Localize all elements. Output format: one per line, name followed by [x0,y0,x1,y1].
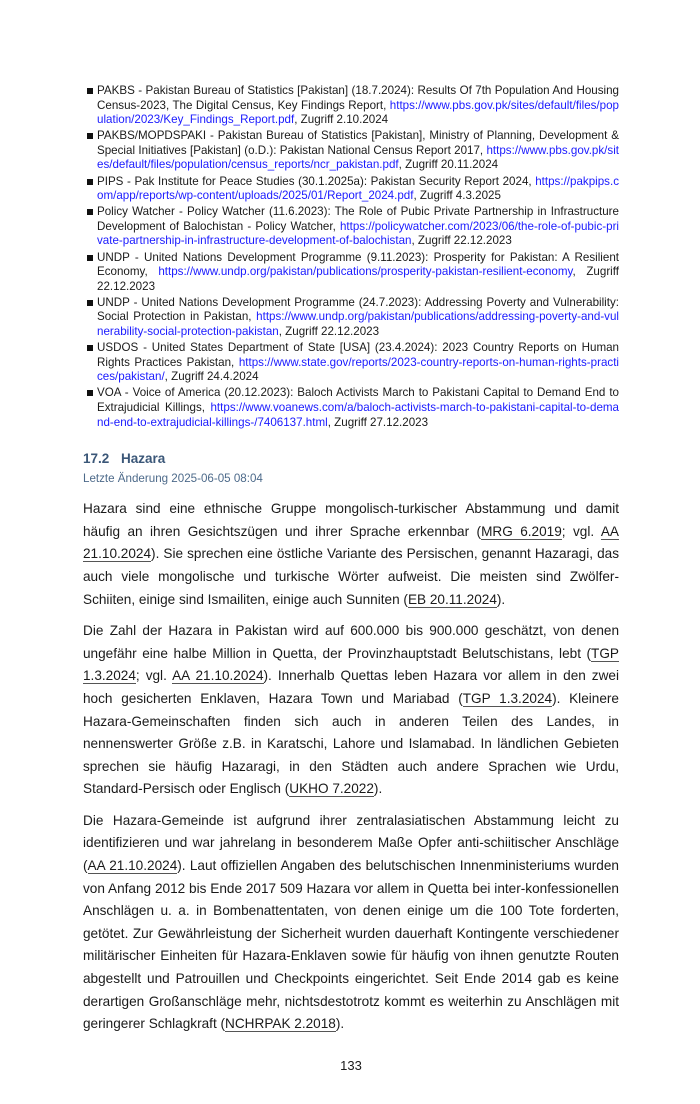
reference-text: VOA - Voice of America (20.12.2023): Baloch Activists March to Pakistani Capital to Demand End to Extrajudicial Killings, [97,386,619,414]
paragraph-text: ; vgl. [561,523,601,539]
reference-text: USDOS - United States Department of State [USA] (23.4.2024): 2023 Country Reports on Human Rights Practices Pakistan, [97,341,619,369]
paragraph-text: ). [373,781,383,797]
paragraph-text: Die Hazara-Gemeinde ist aufgrund ihrer zentralasiatischen Abstammung leicht zu identifizieren und war jahrelang in besonderem Maße Opfer anti-schiitischer Anschläge ( [83,812,619,874]
reference-link[interactable]: https://www.state.gov/reports/2023-country-reports-on-human-rights-practices/pakistan/ [97,355,619,384]
reference-access-date: , Zugriff 22.12.2023 [411,234,512,248]
reference-access-date: , Zugriff 2.10.2024 [294,113,389,127]
reference-link[interactable]: https://www.pbs.gov.pk/sites/default/files/population/2023/Key_Findings_Report.pdf [97,98,619,127]
reference-access-date: , Zugriff 20.11.2024 [398,158,499,172]
bullet-icon [87,179,93,185]
reference-text: UNDP - United Nations Development Programme (24.7.2023): Addressing Poverty and Vulnerability: Social Protection in Pakistan, [97,295,619,324]
reference-list [97,84,619,430]
reference-item [97,341,619,385]
reference-access-date: , Zugriff 27.12.2023 [327,415,429,429]
bullet-icon [87,300,93,306]
reference-access-date: , Zugriff 24.4.2024 [164,370,259,384]
reference-item [97,251,619,295]
reference-link[interactable]: https://policywatcher.com/2023/06/the-role-of-pubic-private-partnership-in-infrastructure-development-of-balochistan [97,219,619,248]
paragraph-text: ). Innerhalb Quettas leben Hazara vor allem in den zwei hoch gesicherten Enklaven, Hazara Town und Mariabad ( [83,668,620,706]
reference-item [97,84,619,128]
reference-item [97,386,619,430]
citation-link[interactable]: AA 21.10.2024 [172,668,264,684]
paragraph-text: ). Laut offiziellen Angaben des belutschischen Innenministeriums wurden von Anfang 2012 bis Ende 2017 509 Hazara vor allem in Quetta bei inter-konfessionellen Anschlägen u. a. in Bombenattentaten, von denen einige um die 100 Tote forderten, getötet. Zur Gewährleistung der Sicherheit wurden dauerhaft Kontingente verschiedener militärischer Einheiten für Hazara-Enklaven sowie für häufig von ihnen genutzte Routen abgestellt und Patrouillen und Checkpoints eingerichtet. Seit Ende 2014 gab es keine derartigen Großanschläge mehr, nichtsdestotrotz kommt es weiterhin zu Anschlägen mit geringerer Schlagkraft ( [83,858,619,1032]
reference-access-date: , Zugriff 4.3.2025 [413,189,501,203]
citation-link[interactable]: UKHO 7.2022 [289,781,374,797]
citation-link[interactable]: TGP 1.3.2024 [83,645,619,684]
bullet-icon [87,255,93,261]
reference-link[interactable]: https://www.voanews.com/a/baloch-activists-march-to-pakistani-capital-to-demand-end-to-extrajudicial-killings-/7406137.html [97,400,619,429]
reference-text: Policy Watcher - Policy Watcher (11.6.2023): The Role of Pubic Private Partnership in Infrastructure Development of Balochistan - Policy Watcher, [97,205,619,233]
bullet-icon [87,390,93,396]
page-number: 133 [340,1057,362,1073]
citation-link[interactable]: NCHRPAK 2.2018 [225,1016,336,1032]
paragraph-text: ). Kleinere Hazara-Gemeinschaften finden sich auch in anderen Teilen des Landes, in nennenswerter Größe z.B. in Karatschi, Lahore und Islamabad. In ländlichen Gebieten sprechen sie häufig Hazaragi, in den Städten auch andere Sprachen wie Urdu, Standard-Persisch oder Englisch ( [83,690,619,797]
citation-link[interactable]: AA 21.10.2024 [83,523,619,562]
section-heading [83,450,619,467]
paragraph-text: ). Sie sprechen eine östliche Variante des Persischen, genannt Hazaragi, das auch viele mongolische und turkische Wörter aufweist. Die meisten sind Zwölfer-Schiiten, einige sind Ismailiten, einige auch Sunniten ( [83,546,619,607]
paragraph-text: Hazara sind eine ethnische Gruppe mongolisch-turkischer Abstammung und damit häufig an ihren Gesichtszügen und ihrer Sprache erkennbar ( [83,501,619,539]
reference-text: PAKBS/MOPDSPAKI - Pakistan Bureau of Statistics [Pakistan], Ministry of Planning, Development & Special Initiatives [Pakistan] (o.D.): Pakistan National Census Report 2017, [97,129,619,157]
paragraph-text: ; vgl. [135,668,173,684]
section-number: 17.2 [83,451,110,467]
paragraph [83,810,619,1036]
reference-link[interactable]: https://pakpips.com/app/reports/wp-content/uploads/2025/01/Report_2024.pdf [97,174,619,203]
bullet-icon [87,345,93,351]
paragraph-text: ). [496,591,506,607]
citation-link[interactable]: MRG 6.2019 [481,523,562,539]
reference-link[interactable]: https://www.undp.org/pakistan/publications/prosperity-pakistan-resilient-economy [158,265,573,279]
reference-text: PIPS - Pak Institute for Peace Studies (30.1.2025a): Pakistan Security Report 2024, [97,174,536,188]
reference-text: UNDP - United Nations Development Programme (9.11.2023): Prosperity for Pakistan: A Resilient Economy, [97,250,619,279]
citation-link[interactable]: AA 21.10.2024 [87,858,178,874]
bullet-icon [87,88,93,94]
reference-access-date: , Zugriff 22.12.2023 [278,325,380,338]
bullet-icon [87,133,93,139]
paragraph-text: Die Zahl der Hazara in Pakistan wird auf 600.000 bis 900.000 geschätzt, von denen ungefähr eine halbe Million in Quetta, der Provinzhauptstadt Belutschistans, lebt ( [83,623,619,661]
bullet-icon [87,209,93,215]
reference-item [97,205,619,249]
reference-item [97,129,619,173]
last-changed: Letzte Änderung 2025-06-05 08:04 [83,472,263,486]
section-title: Hazara [121,451,166,467]
paragraph-text: ). [335,1016,345,1032]
section-body [83,498,619,1036]
reference-link[interactable]: https://www.undp.org/pakistan/publications/addressing-poverty-and-vulnerability-social-protection-pakistan [97,310,619,338]
reference-item [97,175,619,204]
paragraph [83,498,619,611]
reference-text: PAKBS - Pakistan Bureau of Statistics [Pakistan] (18.7.2024): Results Of 7th Population And Housing Census-2023, The Digital Census, Key Findings Report, [97,84,619,112]
reference-item [97,296,619,340]
paragraph [83,620,619,801]
reference-link[interactable]: https://www.pbs.gov.pk/sites/default/files/population/census_reports/ncr_pakistan.pdf [97,143,619,172]
reference-access-date: , Zugriff 22.12.2023 [97,265,619,293]
section-header [83,450,619,486]
citation-link[interactable]: EB 20.11.2024 [407,591,497,607]
citation-link[interactable]: TGP 1.3.2024 [462,690,553,706]
